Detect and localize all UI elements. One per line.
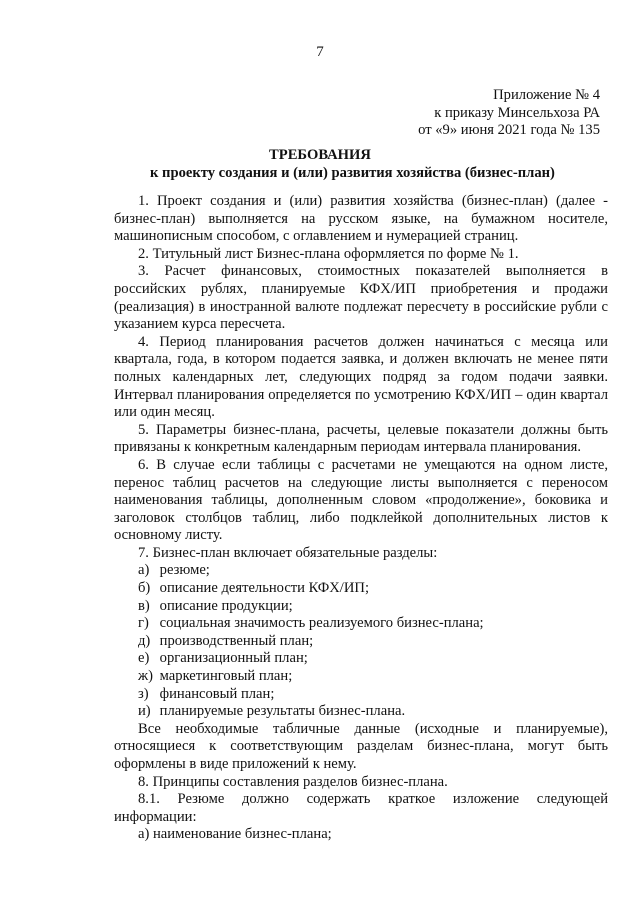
list-item <box>138 686 608 704</box>
sections-list <box>114 562 608 720</box>
paragraph-6: 6. В случае если таблицы с расчетами не умещаются на одном листе, перенос таблиц расчетов на следующие листы выполняется с переносом наименования таблицы, дополненным словом «продолжение», боковика и заголовок столбцов таблиц, либо подклейкой дополнительных листов к основному листу. <box>114 456 608 544</box>
paragraph-tables-note: Все необходимые табличные данные (исходные и планируемые), относящиеся к соответствующим разделам бизнес-плана, могут быть оформлены в виде приложений к нему. <box>114 720 608 772</box>
page-number: 7 <box>316 44 324 60</box>
document-title: ТРЕБОВАНИЯ <box>269 147 371 163</box>
paragraph-8-1: 8.1. Резюме должно содержать краткое изложение следующей информации: <box>114 791 608 825</box>
list-text: резюме; <box>159 562 210 579</box>
list-item <box>138 580 608 598</box>
paragraph-8: 8. Принципы составления разделов бизнес-плана. <box>138 773 448 790</box>
paragraph-5: 5. Параметры бизнес-плана, расчеты, целевые показатели должны быть привязаны к конкретным календарным периодам интервала планирования. <box>114 421 608 456</box>
list-item <box>138 650 608 668</box>
paragraph-2: 2. Титульный лист Бизнес-плана оформляется по форме № 1. <box>138 245 519 262</box>
list-text: организационный план; <box>159 650 308 667</box>
list-letter: г) <box>138 615 149 632</box>
list-letter: в) <box>138 597 150 614</box>
list-letter: д) <box>138 632 151 649</box>
list-text: маркетинговый план; <box>159 668 293 685</box>
list-text: планируемые результаты бизнес-плана. <box>159 703 406 720</box>
list-item <box>138 668 608 686</box>
paragraph-4: 4. Период планирования расчетов должен начинаться с месяца или квартала, года, в котором подается заявка, и должен включать не менее пяти полных календарных лет, следующих подряд за годом подачи заявки. Интервал планирования определяется по усмотрению КФХ/ИП – один квартал или один месяц. <box>114 333 608 421</box>
paragraph-8-1-a: а) наименование бизнес-плана; <box>138 826 332 843</box>
list-item <box>138 703 608 721</box>
list-text: описание продукции; <box>159 597 293 614</box>
list-letter: з) <box>138 685 149 702</box>
paragraph-7: 7. Бизнес-план включает обязательные разделы: <box>138 544 438 561</box>
list-item <box>138 598 608 616</box>
appendix-header <box>418 87 600 140</box>
list-letter: б) <box>138 580 151 597</box>
appendix-line-1: Приложение № 4 <box>493 87 600 103</box>
list-letter: и) <box>138 703 151 720</box>
list-item <box>138 562 608 580</box>
list-letter: а) <box>138 562 150 579</box>
appendix-line-3: от «9» июня 2021 года № 135 <box>418 122 600 139</box>
document-subtitle: к проекту создания и (или) развития хозяйства (бизнес-план) <box>150 165 555 181</box>
list-item <box>138 633 608 651</box>
document-body <box>114 193 608 844</box>
paragraph-1: 1. Проект создания и (или) развития хозяйства (бизнес-план) (далее - бизнес-план) выполняется на русском языке, на бумажном носителе, машинописным способом, с оглавлением и нумерацией страниц. <box>114 193 608 245</box>
list-text: описание деятельности КФХ/ИП; <box>159 580 369 597</box>
appendix-line-2: к приказу Минсельхоза РА <box>434 104 600 121</box>
list-text: финансовый план; <box>159 685 275 702</box>
list-letter: е) <box>138 650 150 667</box>
paragraph-3: 3. Расчет финансовых, стоимостных показателей выполняется в российских рублях, планируемые КФХ/ИП приобретения и продажи (реализация) в иностранной валюте подлежат пересчету в российские рубли с указанием курса пересчета. <box>114 263 608 333</box>
list-letter: ж) <box>138 668 153 685</box>
list-text: социальная значимость реализуемого бизнес-плана; <box>159 615 484 632</box>
list-text: производственный план; <box>159 632 314 649</box>
list-item <box>138 615 608 633</box>
